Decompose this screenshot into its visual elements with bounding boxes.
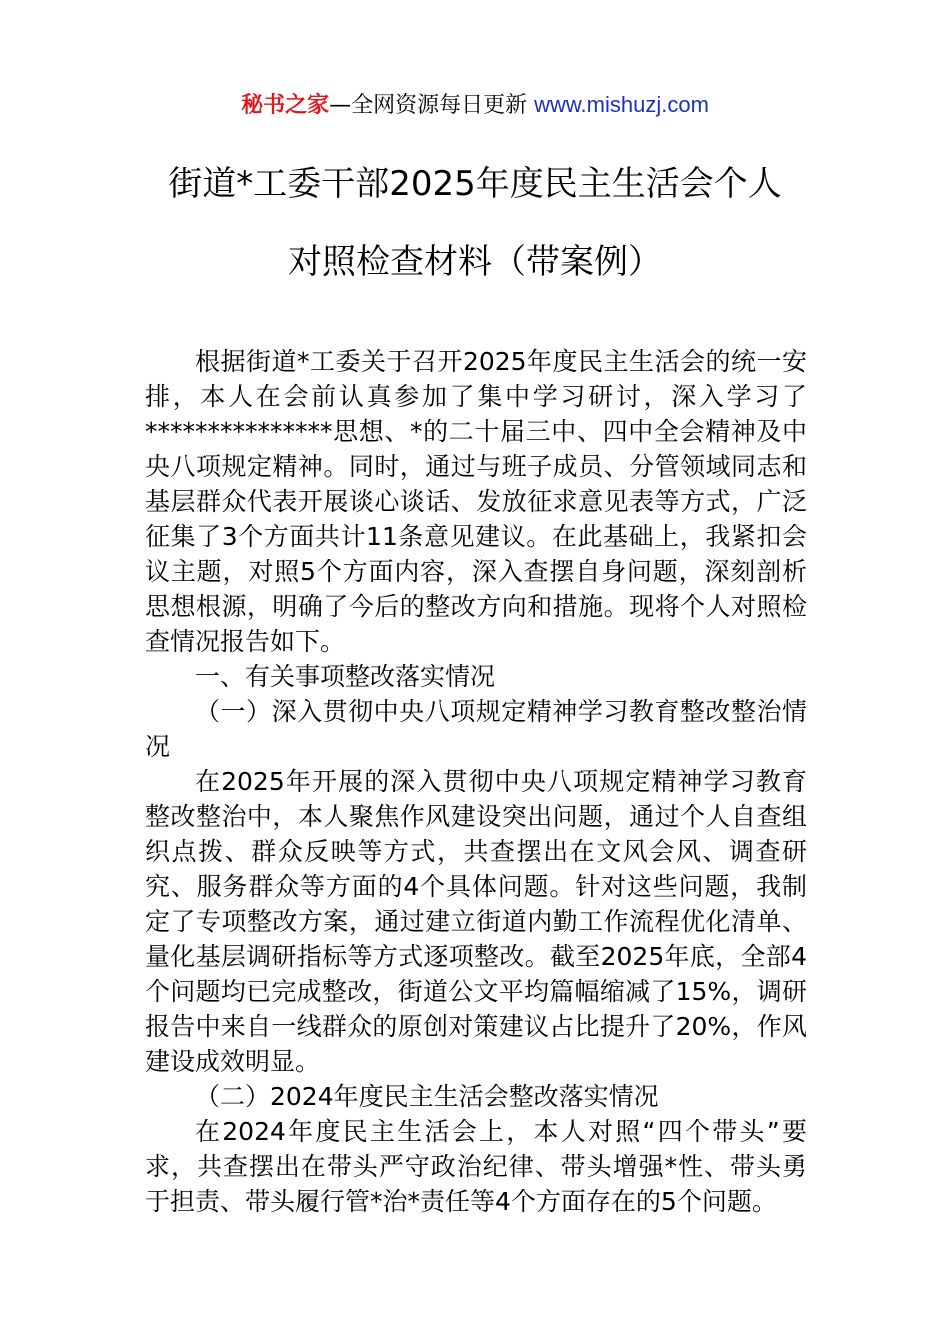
document-body xyxy=(145,344,807,1219)
document-title xyxy=(130,156,820,312)
subsection-heading-1: （一）深入贯彻中央八项规定精神学习教育整改整治情况 xyxy=(145,697,807,761)
brand-name: 秘书之家 xyxy=(241,93,330,118)
subsection-2-paragraph: 在2024年度民主生活会上，本人对照“四个带头”要求，共查摆出在带头严守政治纪律、带头增强*性、带头勇于担责、带头履行管*治*责任等4个方面存在的5个问题。 xyxy=(145,1117,807,1216)
site-url-link[interactable]: www.mishuzj.com xyxy=(534,92,709,117)
header-tagline: —全网资源每日更新 xyxy=(329,93,535,118)
title-line-1: 街道*工委干部2025年度民主生活会个人 xyxy=(168,164,782,204)
subsection-1-paragraph: 在2025年开展的深入贯彻中央八项规定精神学习教育整改整治中，本人聚焦作风建设突出问题，通过个人自查组织点拨、群众反映等方式，共查摆出在文风会风、调查研究、服务群众等方面的4个具体问题。针对这些问题，我制定了专项整改方案，通过建立街道内勤工作流程优化清单、量化基层调研指标等方式逐项整改。截至2025年底，全部4个问题均已完成整改，街道公文平均篇幅缩减了15%，调研报告中来自一线群众的原创对策建议占比提升了20%，作风建设成效明显。 xyxy=(145,767,807,1076)
subsection-heading-2: （二）2024年度民主生活会整改落实情况 xyxy=(195,1082,659,1111)
intro-paragraph: 根据街道*工委关于召开2025年度民主生活会的统一安排，本人在会前认真参加了集中学习研讨，深入学习了***************思想、*的二十届三中、四中全会精神及中央八项规定精神。同时，通过与班子成员、分管领域同志和基层群众代表开展谈心谈话、发放征求意见表等方式，广泛征集了3个方面共计11条意见建议。在此基础上，我紧扣会议主题，对照5个方面内容，深入查摆自身问题，深刻剖析思想根源，明确了今后的整改方向和措施。现将个人对照检查情况报告如下。 xyxy=(145,347,807,656)
site-header xyxy=(0,88,950,123)
title-line-2: 对照检查材料（带案例） xyxy=(288,242,662,282)
section-heading-1: 一、有关事项整改落实情况 xyxy=(195,662,496,691)
